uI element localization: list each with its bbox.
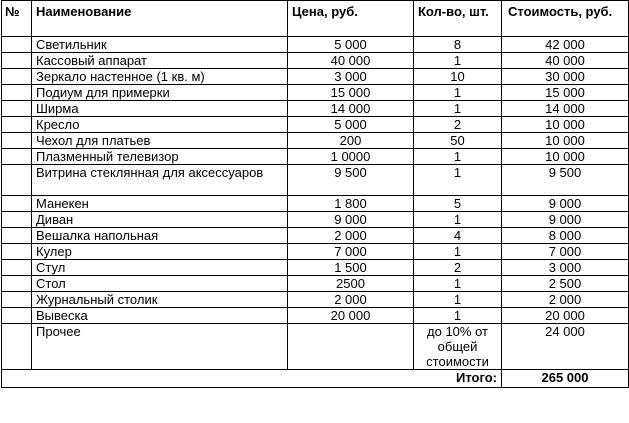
- table-row: [2, 101, 629, 117]
- row-number: [2, 133, 32, 149]
- item-name: Витрина стеклянная для аксессуаров: [32, 165, 288, 196]
- item-price: 40 000: [288, 53, 414, 69]
- item-price: 2500: [288, 276, 414, 292]
- item-name: Манекен: [32, 196, 288, 212]
- item-price: 1 800: [288, 196, 414, 212]
- item-price: 1 0000: [288, 149, 414, 165]
- row-number: [2, 117, 32, 133]
- item-quantity: 1: [414, 165, 502, 196]
- item-quantity: 1: [414, 101, 502, 117]
- table-row: [2, 69, 629, 85]
- item-cost: 20 000: [502, 308, 629, 324]
- item-quantity: 2: [414, 117, 502, 133]
- row-number: [2, 292, 32, 308]
- item-price: 20 000: [288, 308, 414, 324]
- header-quantity: Кол-во, шт.: [414, 1, 502, 37]
- table-row: [2, 212, 629, 228]
- header-price: Цена, руб.: [288, 1, 414, 37]
- table-row: [2, 260, 629, 276]
- row-number: [2, 244, 32, 260]
- item-name: Стол: [32, 276, 288, 292]
- item-quantity: 1: [414, 244, 502, 260]
- item-price: 2 000: [288, 292, 414, 308]
- item-quantity: 4: [414, 228, 502, 244]
- row-number: [2, 149, 32, 165]
- table-row: [2, 228, 629, 244]
- item-price: 15 000: [288, 85, 414, 101]
- total-spacer: [2, 370, 414, 388]
- item-quantity: до 10% от общей стоимости: [414, 324, 502, 370]
- item-quantity: 1: [414, 292, 502, 308]
- item-quantity: 1: [414, 212, 502, 228]
- table-row: [2, 324, 629, 370]
- item-quantity: 1: [414, 53, 502, 69]
- item-quantity: 1: [414, 85, 502, 101]
- item-price: 14 000: [288, 101, 414, 117]
- item-price: [288, 324, 414, 370]
- item-price: 9 000: [288, 212, 414, 228]
- item-name: Зеркало настенное (1 кв. м): [32, 69, 288, 85]
- item-name: Плазменный телевизор: [32, 149, 288, 165]
- row-number: [2, 276, 32, 292]
- item-price: 9 500: [288, 165, 414, 196]
- item-quantity: 5: [414, 196, 502, 212]
- table-row: [2, 117, 629, 133]
- table-row: [2, 196, 629, 212]
- table-row: [2, 165, 629, 196]
- row-number: [2, 85, 32, 101]
- header-name: Наименование: [32, 1, 288, 37]
- row-number: [2, 260, 32, 276]
- item-price: 3 000: [288, 69, 414, 85]
- item-price: 200: [288, 133, 414, 149]
- table-row: [2, 37, 629, 53]
- item-name: Кулер: [32, 244, 288, 260]
- table-row: [2, 149, 629, 165]
- item-cost: 2 000: [502, 292, 629, 308]
- item-quantity: 50: [414, 133, 502, 149]
- item-name: Светильник: [32, 37, 288, 53]
- table-row: [2, 133, 629, 149]
- table-row: [2, 53, 629, 69]
- item-name: Вешалка напольная: [32, 228, 288, 244]
- cost-table: [1, 0, 629, 388]
- item-quantity: 1: [414, 276, 502, 292]
- item-name: Диван: [32, 212, 288, 228]
- item-name: Прочее: [32, 324, 288, 370]
- item-price: 5 000: [288, 117, 414, 133]
- item-name: Подиум для примерки: [32, 85, 288, 101]
- total-value: 265 000: [502, 370, 629, 388]
- item-cost: 42 000: [502, 37, 629, 53]
- table-row: [2, 85, 629, 101]
- item-cost: 10 000: [502, 149, 629, 165]
- row-number: [2, 165, 32, 196]
- total-row: [2, 370, 629, 388]
- row-number: [2, 196, 32, 212]
- header-number: №: [2, 1, 32, 37]
- total-label: Итого:: [414, 370, 502, 388]
- row-number: [2, 37, 32, 53]
- item-quantity: 8: [414, 37, 502, 53]
- item-name: Кресло: [32, 117, 288, 133]
- row-number: [2, 308, 32, 324]
- item-name: Ширма: [32, 101, 288, 117]
- row-number: [2, 53, 32, 69]
- item-cost: 9 500: [502, 165, 629, 196]
- header-cost: Стоимость, руб.: [502, 1, 629, 37]
- item-quantity: 2: [414, 260, 502, 276]
- item-quantity: 10: [414, 69, 502, 85]
- item-cost: 2 500: [502, 276, 629, 292]
- item-price: 2 000: [288, 228, 414, 244]
- table-row: [2, 292, 629, 308]
- row-number: [2, 69, 32, 85]
- item-name: Кассовый аппарат: [32, 53, 288, 69]
- item-cost: 9 000: [502, 196, 629, 212]
- item-cost: 10 000: [502, 133, 629, 149]
- item-cost: 8 000: [502, 228, 629, 244]
- item-name: Чехол для платьев: [32, 133, 288, 149]
- header-row: [2, 1, 629, 37]
- item-cost: 9 000: [502, 212, 629, 228]
- row-number: [2, 212, 32, 228]
- item-quantity: 1: [414, 149, 502, 165]
- item-quantity: 1: [414, 308, 502, 324]
- item-price: 1 500: [288, 260, 414, 276]
- item-cost: 14 000: [502, 101, 629, 117]
- row-number: [2, 228, 32, 244]
- item-cost: 24 000: [502, 324, 629, 370]
- row-number: [2, 101, 32, 117]
- item-price: 7 000: [288, 244, 414, 260]
- table-row: [2, 244, 629, 260]
- table-row: [2, 308, 629, 324]
- item-cost: 40 000: [502, 53, 629, 69]
- item-cost: 10 000: [502, 117, 629, 133]
- item-cost: 3 000: [502, 260, 629, 276]
- row-number: [2, 324, 32, 370]
- table-row: [2, 276, 629, 292]
- item-name: Журнальный столик: [32, 292, 288, 308]
- item-name: Стул: [32, 260, 288, 276]
- item-name: Вывеска: [32, 308, 288, 324]
- item-price: 5 000: [288, 37, 414, 53]
- item-cost: 7 000: [502, 244, 629, 260]
- item-cost: 15 000: [502, 85, 629, 101]
- item-cost: 30 000: [502, 69, 629, 85]
